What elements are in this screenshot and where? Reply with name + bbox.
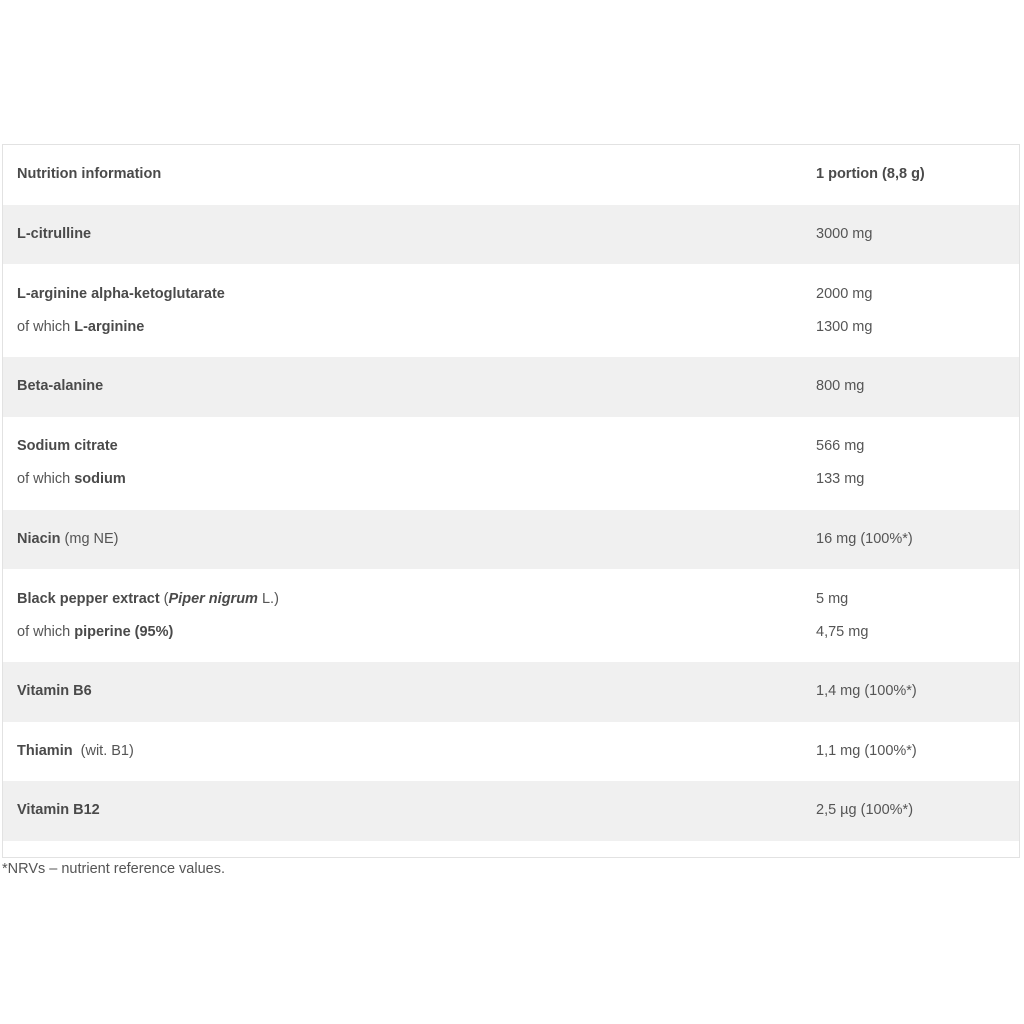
header-value: 1 portion (8,8 g) <box>816 166 925 183</box>
row-name: Beta-alanine <box>17 378 104 395</box>
row-value: 566 mg <box>816 438 865 454</box>
row-value: 800 mg <box>816 378 865 395</box>
row-value: 1,1 mg (100%*) <box>816 742 917 759</box>
table-row <box>3 357 1019 417</box>
row-value: 5 mg <box>816 590 849 607</box>
table-row <box>3 205 1019 265</box>
row-subvalue: 1300 mg <box>816 318 873 335</box>
row-value: 3000 mg <box>816 225 873 242</box>
row-subvalue: 4,75 mg <box>816 623 869 640</box>
row-name: L-citrulline <box>17 225 92 242</box>
row-name: Vitamin B12 <box>17 802 100 819</box>
row-name: Thiamin (wit. B1) <box>17 742 134 759</box>
footnote: *NRVs – nutrient reference values. <box>2 861 225 877</box>
nutrition-table <box>2 144 1020 858</box>
table-row <box>3 569 1019 662</box>
table-row <box>3 264 1019 357</box>
nutrition-table-container <box>2 144 1020 858</box>
row-name: Sodium citrate <box>17 438 118 454</box>
table-row <box>3 781 1019 841</box>
table-row <box>3 417 1019 510</box>
table-row <box>3 510 1019 570</box>
row-subvalue: 133 mg <box>816 471 865 487</box>
table-header-row <box>3 145 1019 205</box>
row-name: L-arginine alpha-ketoglutarate <box>17 285 225 302</box>
row-value: 16 mg (100%*) <box>816 530 913 547</box>
row-name: Vitamin B6 <box>17 683 92 700</box>
row-name: Niacin (mg NE) <box>17 530 119 547</box>
table-row <box>3 662 1019 722</box>
row-value: 2000 mg <box>816 285 873 302</box>
row-value: 1,4 mg (100%*) <box>816 683 917 700</box>
row-subname: of which sodium <box>17 471 126 487</box>
row-subname: of which piperine (95%) <box>17 623 174 640</box>
row-name: Black pepper extract (Piper nigrum L.) <box>17 590 279 607</box>
header-name: Nutrition information <box>17 166 162 183</box>
row-subname: of which L-arginine <box>17 318 145 335</box>
row-value: 2,5 µg (100%*) <box>816 802 914 819</box>
table-row <box>3 722 1019 782</box>
